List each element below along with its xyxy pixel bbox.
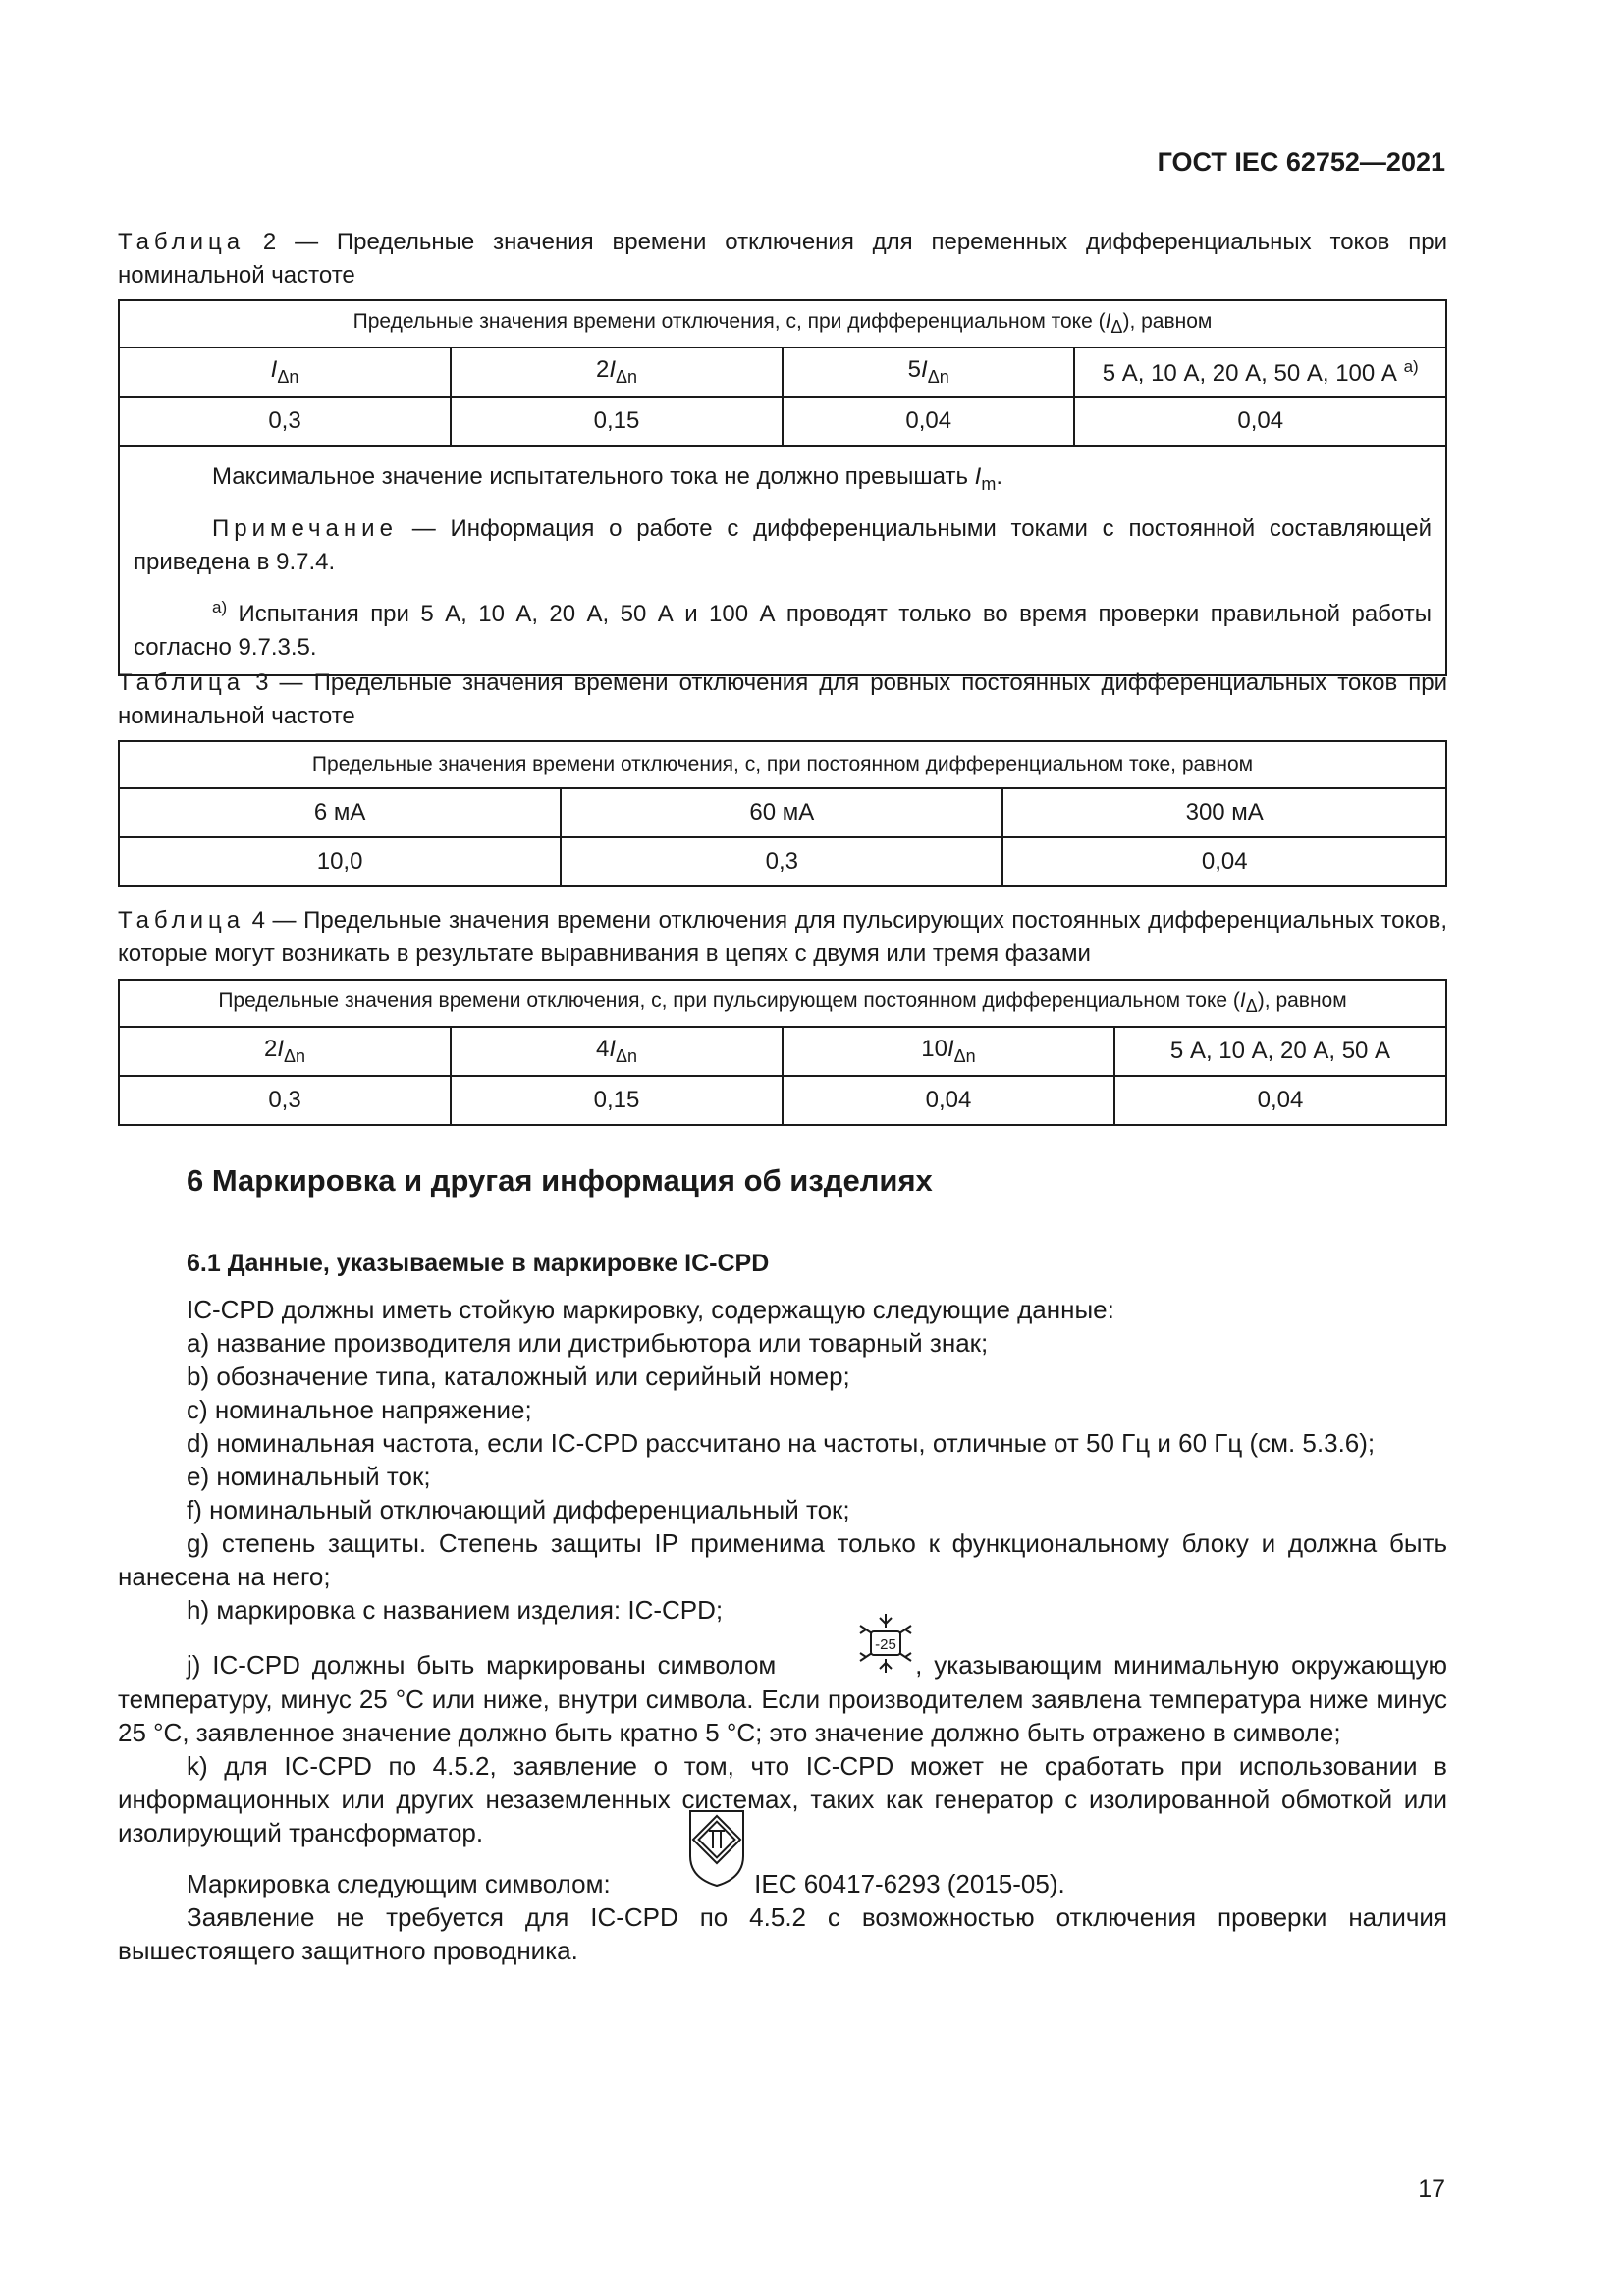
table4-value: 0,15 — [451, 1076, 783, 1125]
table3-header: Предельные значения времени отключения, с, при постоянном дифференциальном токе, равном — [119, 741, 1446, 788]
table2-caption: Таблица 2 — Предельные значения времени отключения для переменных дифференциальных токов при номинальной частоте — [118, 229, 1447, 289]
table2-value: 0,04 — [1074, 397, 1446, 446]
table2-col-header: $I_{\Delta n}$ — [119, 347, 451, 397]
table3 — [118, 740, 1447, 887]
list-item: c) номинальное напряжение; — [187, 1395, 532, 1424]
table3-value: 10,0 — [119, 837, 561, 886]
table3-col-header: 300 мА — [1002, 788, 1446, 837]
table2 — [118, 299, 1447, 676]
table2-col-header: $2I_{\Delta n}$ — [451, 347, 783, 397]
table2-col-header: 5 А, 10 А, 20 А, 50 А, 100 А $^{a)}$ — [1074, 347, 1446, 397]
table2-value: 0,04 — [783, 397, 1074, 446]
table4-col-header: $4I_{\Delta n}$ — [451, 1027, 783, 1076]
table2-header: Предельные значения времени отключения, с, при дифференциальном токе $(I_\Delta)$, равном — [119, 300, 1446, 347]
table2-col-header: $5I_{\Delta n}$ — [783, 347, 1074, 397]
table4-header: Предельные значения времени отключения, с, при пульсирующем постоянном дифференциальном токе $(I_\Delta)$, равном — [119, 980, 1446, 1027]
table4 — [118, 979, 1447, 1126]
statement: Заявление не требуется для IC-CPD по 4.5.2 с возможностью отключения проверки наличия вышестоящего защитного проводника. — [118, 1902, 1447, 1966]
list-item: d) номинальная частота, если IC-CPD рассчитано на частоты, отличные от 50 Гц и 60 Гц (см. 5.3.6); — [187, 1428, 1376, 1458]
shield-protective-conductor-icon — [618, 1807, 747, 1896]
marking-line: Маркировка следующим символом: IEC 60417-6293 (2015-05). — [118, 1867, 1447, 1900]
table4-col-header: $10I_{\Delta n}$ — [783, 1027, 1114, 1076]
table4-col-header: 5 А, 10 А, 20 А, 50 А — [1114, 1027, 1446, 1076]
table3-value: 0,04 — [1002, 837, 1446, 886]
list-item: b) обозначение типа, каталожный или серийный номер; — [187, 1362, 850, 1391]
table4-caption: Таблица 4 — Предельные значения времени отключения для пульсирующих постоянных дифференциальных токов, которые могут возникать в результате выравнивания в цепях с двумя или тремя фазами — [118, 907, 1447, 967]
list-item-j: j) IC-CPD должны быть маркированы символом -25 , указывающим минимальную окружающую температуру, минус 25 °С или ниже, внутри символа. Если производителем заявлена температура ниже минус 25 °С, заявленное значение должно быть кратно 5 °С; это значение должно быть отражено в символе; — [118, 1648, 1447, 1749]
list-item: f) номинальный отключающий дифференциальный ток; — [187, 1495, 850, 1524]
table2-note: Примечание — Информация о работе с дифференциальными токами с постоянной составляющей приведена в 9.7.4. — [134, 514, 1432, 575]
table2-label: Таблица — [118, 229, 245, 255]
table4-value: 0,3 — [119, 1076, 451, 1125]
table4-value: 0,04 — [1114, 1076, 1446, 1125]
snowflake-temperature-label: -25 — [875, 1636, 896, 1654]
table4-label: Таблица — [118, 907, 245, 934]
snowflake-temperature-icon — [787, 1612, 915, 1682]
table3-col-header: 6 мА — [119, 788, 561, 837]
page-number: 17 — [1418, 2175, 1445, 2203]
table3-caption: Таблица 3 — Предельные значения времени отключения для ровных постоянных дифференциальных токов при номинальной частоте — [118, 669, 1447, 729]
section-title: 6 Маркировка и другая информация об изделиях — [187, 1163, 933, 1198]
list-item: a) название производителя или дистрибьютора или товарный знак; — [187, 1328, 989, 1358]
table2-value: 0,3 — [119, 397, 451, 446]
table2-value: 0,15 — [451, 397, 783, 446]
list-item: g) степень защиты. Степень защиты IP применима только к функциональному блоку и должна быть нанесена на него; — [118, 1528, 1447, 1591]
section-body — [118, 1293, 1447, 1967]
table2-notes — [119, 446, 1446, 675]
list-item-k: k) для IC-CPD по 4.5.2, заявление о том, что IC-CPD может не сработать при использовании в информационных или других незаземленных системах, таких как генератор с изолированной обмоткой или изолирующий трансформатор. — [118, 1751, 1447, 1848]
table4-value: 0,04 — [783, 1076, 1114, 1125]
table2-note-max: Максимальное значение испытательного тока не должно превышать $I_m$. — [212, 463, 1002, 494]
table2-footnote: $^{a)}$ Испытания при 5 А, 10 А, 20 А, 50 А и 100 А проводят только во время проверки правильной работы согласно 9.7.3.5. — [134, 597, 1432, 661]
section-intro: IC-CPD должны иметь стойкую маркировку, содержащую следующие данные: — [187, 1295, 1114, 1324]
table4-col-header: $2I_{\Delta n}$ — [119, 1027, 451, 1076]
table3-value: 0,3 — [561, 837, 1002, 886]
table3-col-header: 60 мА — [561, 788, 1002, 837]
document-header: ГОСТ IEC 62752—2021 — [1157, 147, 1445, 177]
table3-label: Таблица — [118, 669, 245, 696]
subsection-title: 6.1 Данные, указываемые в маркировке IC-CPD — [187, 1250, 770, 1277]
list-item: e) номинальный ток; — [187, 1462, 431, 1491]
list-item: h) маркировка с названием изделия: IC-CPD; — [187, 1595, 724, 1625]
